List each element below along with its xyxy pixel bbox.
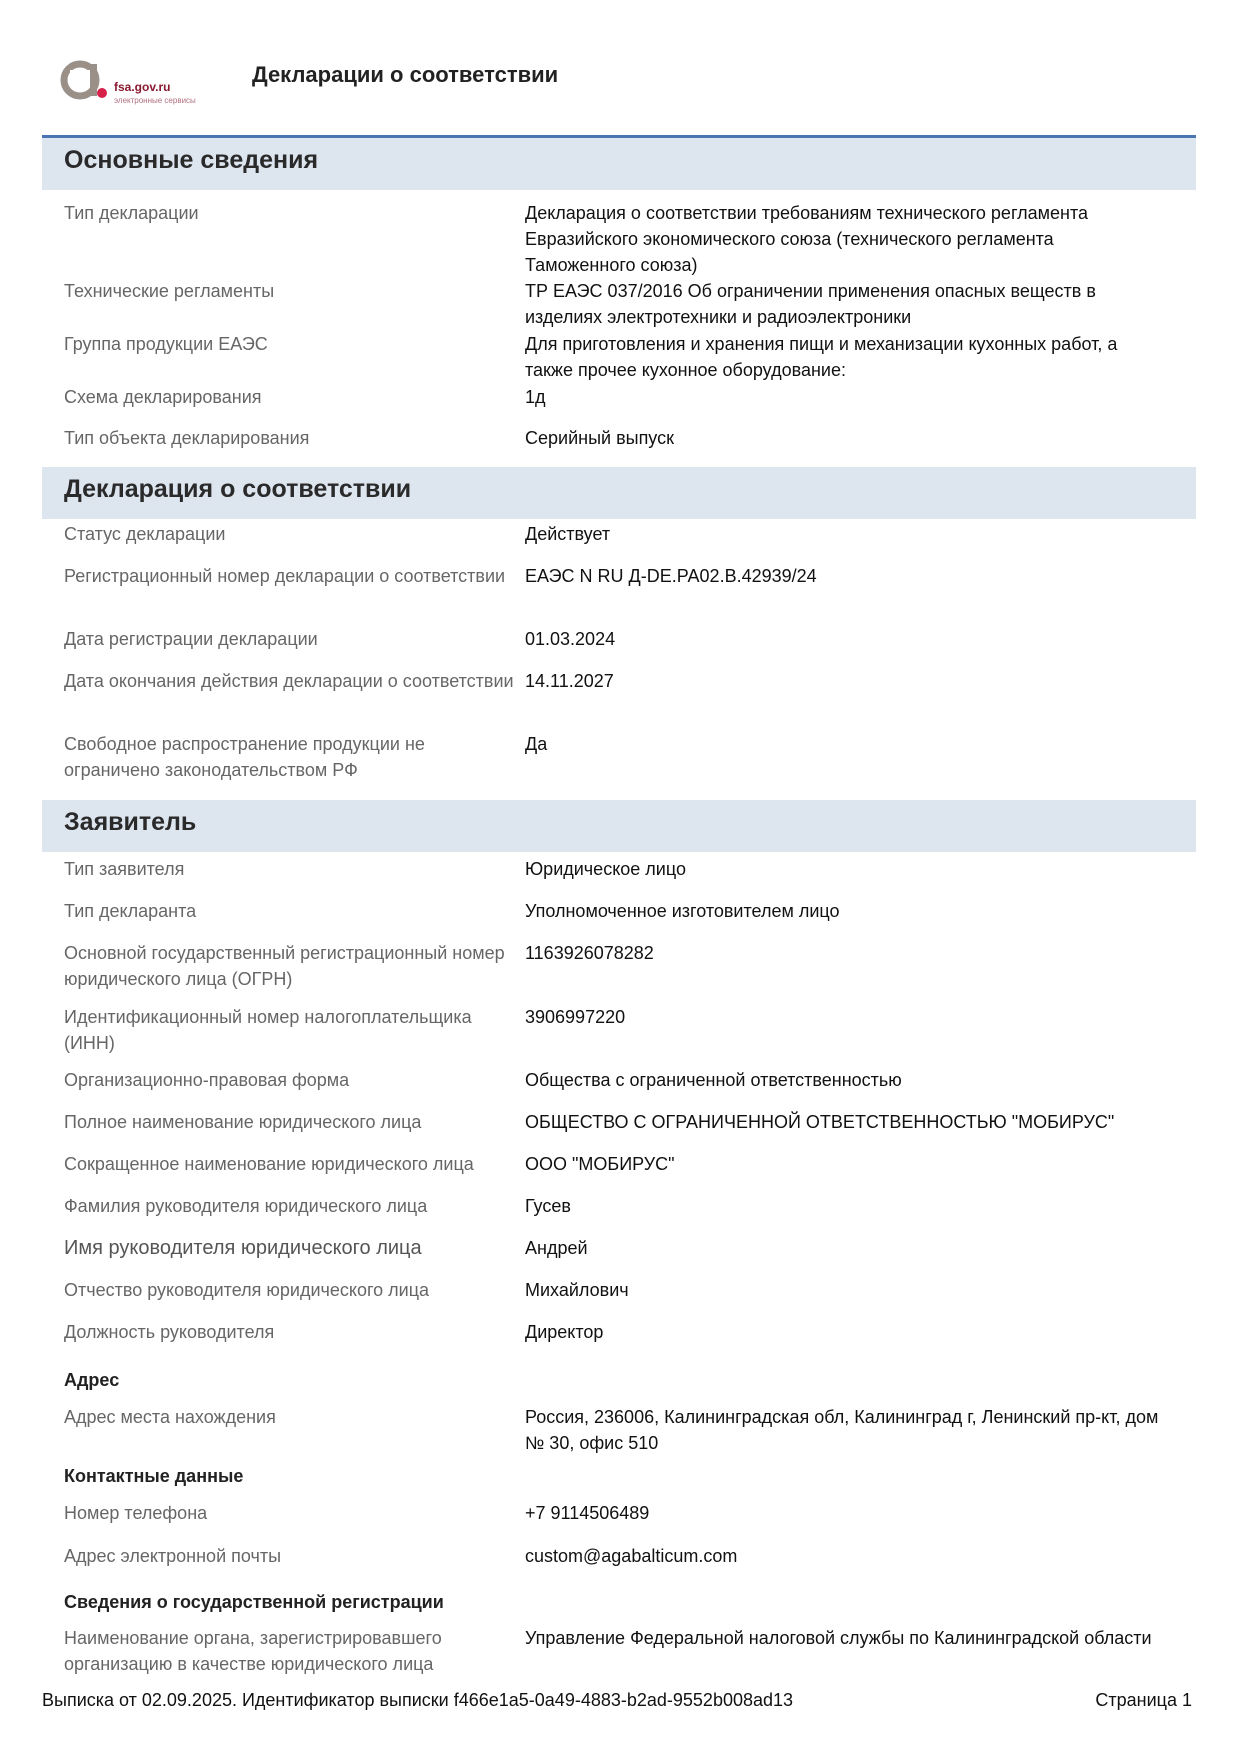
field-label: Дата регистрации декларации: [64, 629, 318, 649]
field-value: 14.11.2027: [525, 671, 614, 691]
section-basic: [42, 138, 1196, 190]
field-value: Директор: [525, 1322, 604, 1342]
field-label: Сокращенное наименование юридического лица: [64, 1154, 474, 1174]
field-label: Адрес места нахождения: [64, 1407, 276, 1427]
fsa-logo-icon: [60, 58, 102, 100]
field-value: Андрей: [525, 1238, 588, 1258]
field-label: Тип заявителя: [64, 859, 185, 879]
field-label: Полное наименование юридического лица: [64, 1112, 422, 1132]
document-title: Декларации о соответствии: [252, 62, 559, 87]
logo-dot: [97, 88, 107, 98]
field-value: Для приготовления и хранения пищи и механизации кухонных работ, а также прочее кухонное оборудование:: [525, 334, 1118, 380]
field-value: Уполномоченное изготовителем лицо: [525, 901, 840, 921]
field-label: Должность руководителя: [64, 1322, 275, 1342]
field-label: Дата окончания действия декларации о соответствии: [64, 671, 514, 691]
field-value: Да: [525, 734, 548, 754]
field-value: Действует: [525, 524, 611, 544]
field-label: Основной государственный регистрационный номер юридического лица (ОГРН): [64, 943, 505, 989]
field-label: Тип декларации: [64, 203, 199, 223]
field-label: Тип объекта декларирования: [64, 428, 310, 448]
fsa-logo[interactable]: [60, 58, 250, 110]
address-heading: Адрес: [64, 1370, 120, 1390]
logo-site-text: fsa.gov.ru: [114, 80, 171, 94]
field-value: Михайлович: [525, 1280, 629, 1300]
section-declaration: [42, 467, 1196, 519]
field-value: 1163926078282: [525, 943, 654, 963]
section-title: Заявитель: [64, 808, 197, 836]
field-value: Серийный выпуск: [525, 428, 674, 448]
section-title: Основные сведения: [64, 146, 319, 174]
email-value: custom@agabalticum.com: [525, 1546, 738, 1566]
logo-subtitle: электронные сервисы: [114, 96, 196, 105]
registration-heading: Сведения о государственной регистрации: [64, 1592, 444, 1612]
field-value: Гусев: [525, 1196, 571, 1216]
field-label: Организационно-правовая форма: [64, 1070, 350, 1090]
page-header: [42, 52, 1192, 112]
page-number: Страница 1: [1095, 1690, 1192, 1710]
phone-value: +7 9114506489: [525, 1503, 650, 1523]
field-value: Декларация о соответствии требованиям технического регламента Евразийского экономического союза (технического регламента Таможенного союза): [525, 203, 1089, 275]
field-label: Регистрационный номер декларации о соответствии: [64, 566, 506, 586]
field-value: 01.03.2024: [525, 629, 616, 649]
field-label: Свободное распространение продукции не ограничено законодательством РФ: [64, 734, 425, 780]
field-value: ТР ЕАЭС 037/2016 Об ограничении применения опасных веществ в изделиях электротехники и радиоэлектроники: [525, 281, 1096, 327]
field-label: Отчество руководителя юридического лица: [64, 1280, 430, 1300]
field-label: Имя руководителя юридического лица: [64, 1237, 422, 1259]
field-label: Статус декларации: [64, 524, 226, 544]
field-value: ОБЩЕСТВО С ОГРАНИЧЕННОЙ ОТВЕТСТВЕННОСТЬЮ "МОБИРУС": [525, 1112, 1115, 1132]
extract-info: Выписка от 02.09.2025. Идентификатор выписки f466e1a5-0a49-4883-b2ad-9552b008ad13: [42, 1690, 794, 1710]
field-label: Наименование органа, зарегистрировавшего организацию в качестве юридического лица: [64, 1628, 442, 1674]
field-label: Адрес электронной почты: [64, 1546, 282, 1566]
field-label: Номер телефона: [64, 1503, 208, 1523]
field-value: ЕАЭС N RU Д-DE.РА02.В.42939/24: [525, 566, 817, 586]
field-value: Общества с ограниченной ответственностью: [525, 1070, 902, 1090]
field-label: Схема декларирования: [64, 387, 262, 407]
field-value: Юридическое лицо: [525, 859, 686, 879]
field-value: ООО "МОБИРУС": [525, 1154, 675, 1174]
field-label: Фамилия руководителя юридического лица: [64, 1196, 428, 1216]
field-value: Управление Федеральной налоговой службы по Калининградской области: [525, 1628, 1152, 1648]
field-label: Тип декларанта: [64, 901, 197, 921]
field-value: 3906997220: [525, 1007, 626, 1027]
field-label: Идентификационный номер налогоплательщика (ИНН): [64, 1007, 472, 1053]
section-applicant: [42, 800, 1196, 852]
field-value: Россия, 236006, Калининградская обл, Калининград г, Ленинский пр-кт, дом № 30, офис 510: [525, 1407, 1159, 1453]
field-label: Технические регламенты: [64, 281, 275, 301]
field-label: Группа продукции ЕАЭС: [64, 334, 268, 354]
contacts-heading: Контактные данные: [64, 1466, 244, 1486]
section-title: Декларация о соответствии: [64, 475, 412, 503]
field-value: 1д: [525, 387, 546, 407]
